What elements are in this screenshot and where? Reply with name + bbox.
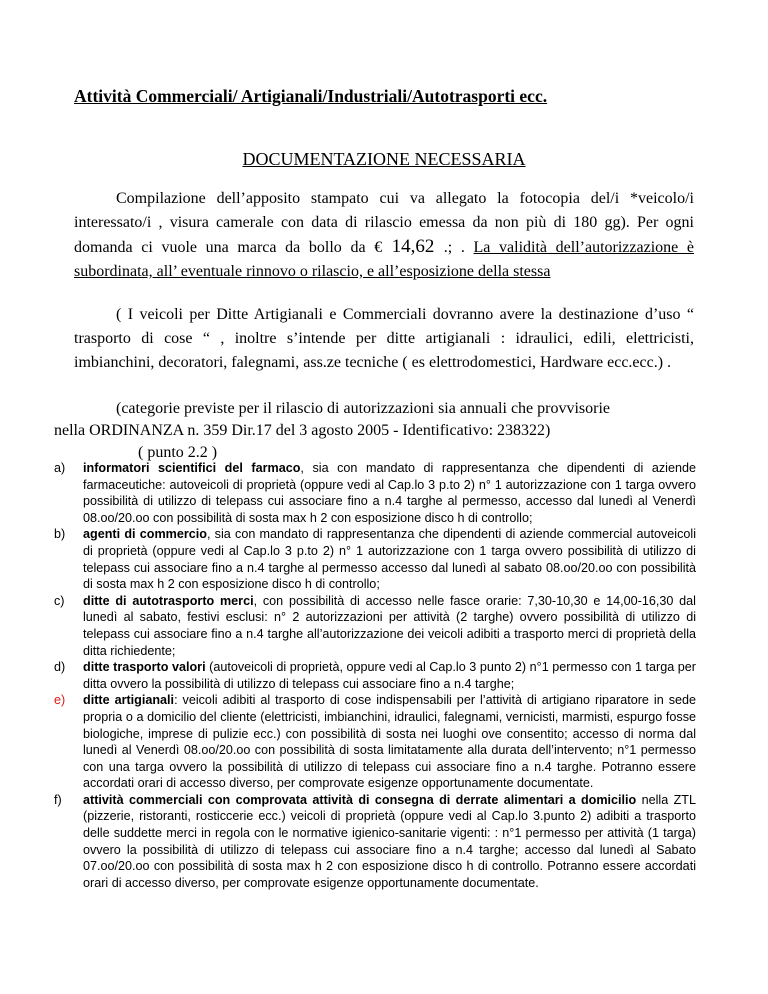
list-marker: b) bbox=[54, 527, 66, 542]
item-text: , con possibilità di accesso nelle fasce orarie: 7,30-10,30 e 14,00-16,30 dal lunedì al sabato, festivi esclusi: n° 2 autorizzazioni per attività (2 targhe) ovvero possibilità di utilizzo di telepass cui associare fino a n.4 targhe all’autorizzazione dei veicoli adibiti a trasporto merci di proprietà della ditta richiedente; bbox=[83, 593, 696, 658]
ordinance-line-1: (categorie previste per il rilascio di autorizzazioni sia annuali che provvisorie bbox=[116, 400, 611, 417]
list-item bbox=[54, 692, 696, 792]
stamp-price: 14,62 bbox=[382, 236, 444, 257]
item-text: (autoveicoli di proprietà, oppure vedi al Cap.lo 3 punto 2) n°1 permesso con 1 targa per ditta ovvero la possibilità di utilizzo di telepass cui associare fino a n.4 targhe; bbox=[83, 660, 696, 691]
category-list bbox=[54, 460, 696, 891]
list-item bbox=[54, 659, 696, 692]
item-label: ditte artigianali bbox=[83, 693, 175, 708]
ordinance-line-2: nella ORDINANZA n. 359 Dir.17 del 3 agosto 2005 - Identificativo: 238322) bbox=[54, 422, 551, 439]
list-marker: f) bbox=[54, 792, 62, 807]
vehicle-note-paragraph: ( I veicoli per Ditte Artigianali e Commerciali dovranno avere la destinazione d’uso “ trasporto di cose “ , inoltre s’intende per ditte artigianali : idraulici, edili, elettricisti, imbianchini, decoratori, falegnami, ass.ze tecniche ( es elettrodomestici, Hardware ecc.ecc.) . bbox=[74, 306, 694, 371]
page-title: Attività Commerciali/ Artigianali/Industriali/Autotrasporti ecc. bbox=[74, 86, 548, 106]
item-label: informatori scientifici del farmaco bbox=[83, 461, 301, 475]
list-marker: e) bbox=[54, 693, 66, 708]
intro-paragraph bbox=[74, 187, 694, 284]
list-item bbox=[54, 792, 696, 892]
item-label: ditte trasporto valori bbox=[83, 660, 206, 675]
item-text: , sia con mandato di rappresentanza che dipendenti di aziende farmaceutiche: autoveicoli di proprietà (oppure vedi al Cap.lo 3 p.to 2) n° 1 autorizzazione con 1 targa ovvero possibilità di utilizzo di telepass cui associare fino a n.4 targhe al permesso, accesso dal lunedì al Venerdì 08.oo/20.oo con possibilità di sosta max h 2 con esposizione disco h di controllo; bbox=[83, 461, 696, 525]
list-item bbox=[54, 593, 696, 659]
item-label: attività commerciali con comprovata attività di consegna di derrate alimentari a domicilio bbox=[83, 792, 637, 807]
item-text: , sia con mandato di rappresentanza che dipendenti di aziende commercial autoveicoli di proprietà (oppure vedi al Cap.lo 3 p.to 2) n° 1 autorizzazione con 1 targa ovvero possibilità di utilizzo di telepass cui associare fino a n.4 targhe al permesso accesso dal lunedì al sabato 08.oo/20.oo con possibilità di sosta max h 2 con esposizione disco h di controllo; bbox=[83, 527, 696, 592]
intro-text: Compilazione dell’apposito stampato cui va allegato la fotocopia del/i *veicolo/i interessato/i , visura camerale con data di rilascio emessa da non più di 180 gg). Per ogni domanda ci vuole una marca da bollo da € bbox=[74, 190, 694, 256]
ordinance-paragraph bbox=[54, 398, 694, 464]
item-text: nella ZTL (pizzerie, ristoranti, rosticcerie ecc.) veicoli di proprietà (oppure vedi al Cap.lo 3.punto 2) adibiti a trasporto delle suddette merci in regola con le normative igienico-sanitarie vigenti: : n°1 permesso per attività (1 targa) ovvero la possibilità di utilizzo di telepass cui associare fino a n.4 targhe; accesso dal lunedì al Sabato 07.oo/20.oo con possibilità di sosta max h 2 con esposizione disco h di controllo. Potranno essere accordati orari di accesso diverso, per comprovate esigenze opportunamente documentate. bbox=[83, 792, 696, 890]
item-text: : veicoli adibiti al trasporto di cose indispensabili per l’attività di artigiano riparatore in sede propria o a domicilio del cliente (elettricisti, imbianchini, idraulici, falegnami, vernicisti, marmisti, espurgo fosse biologiche, imprese di pulizie ecc.) con possibilità di sosta nei luoghi ove consentito; accesso di norma dal lunedì al Venerdì 08.oo/20.oo con possibilità di sosta limitatamente alla durata dell’intervento; n°1 permesso con una targa ovvero la possibilità di utilizzo di telepass cui associare fino a n.4 targhe. Potranno essere accordati orari di accesso diverso, per comprovate esigenze opportunamente documentate. bbox=[83, 693, 697, 791]
list-marker: a) bbox=[54, 461, 66, 475]
item-label: ditte di autotrasporto merci bbox=[83, 593, 254, 608]
list-marker: c) bbox=[54, 593, 65, 608]
list-item bbox=[54, 526, 696, 592]
intro-after-price: .; . bbox=[443, 239, 474, 256]
validity-note: La validità dell’autorizzazione è subordinata, all’ eventuale rinnovo o rilascio, e all’esposizione della stessa bbox=[74, 239, 694, 280]
ordinance-line-3: ( punto 2.2 ) bbox=[138, 444, 218, 461]
section-heading: DOCUMENTAZIONE NECESSARIA bbox=[242, 149, 526, 169]
item-label: agenti di commercio bbox=[83, 527, 207, 542]
list-marker: d) bbox=[54, 660, 66, 675]
list-item bbox=[54, 460, 696, 526]
